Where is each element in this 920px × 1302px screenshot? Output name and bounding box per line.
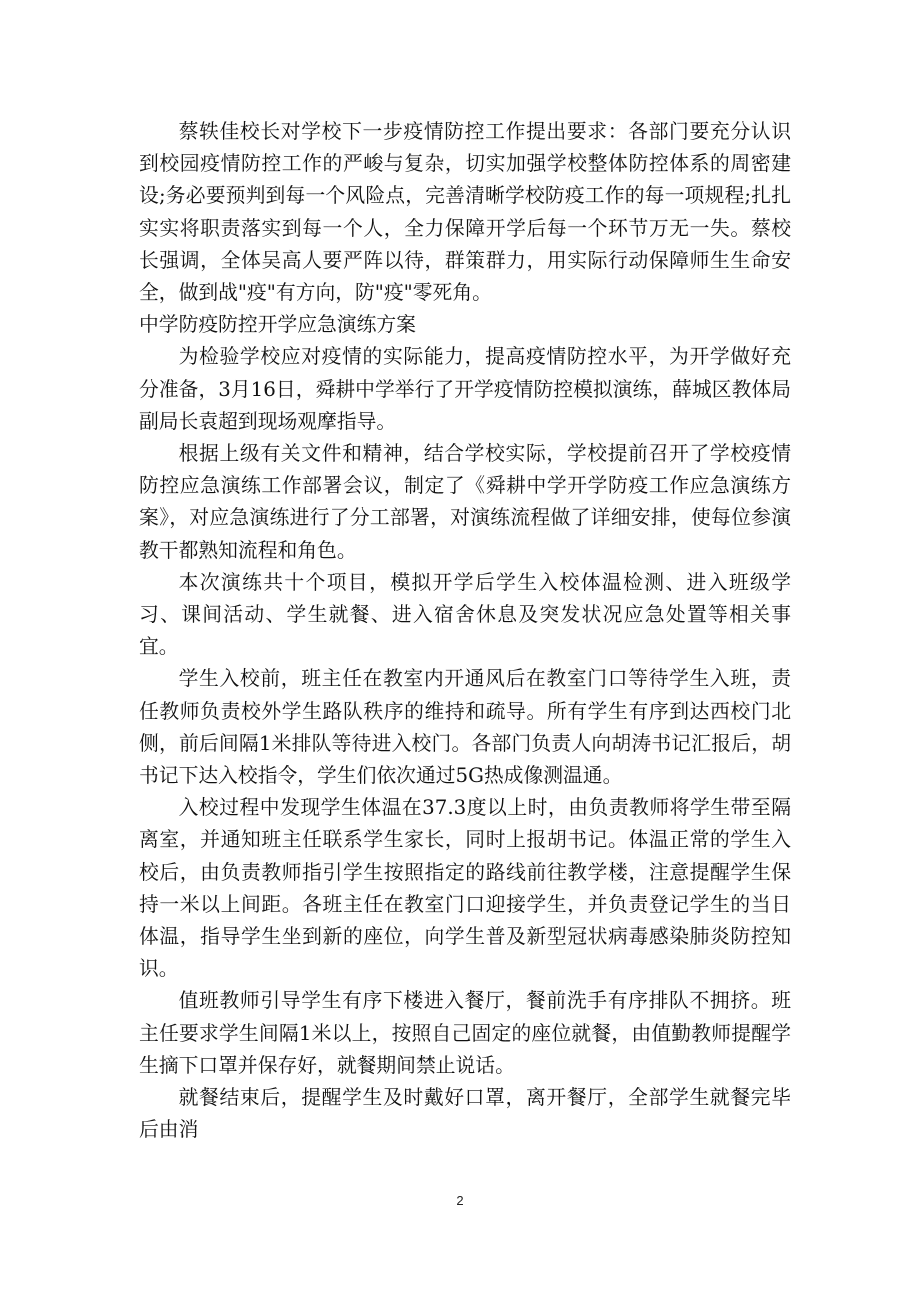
paragraph-drill-planning: 根据上级有关文件和精神，结合学校实际，学校提前召开了学校疫情防控应急演练工作部署会议，制定了《舜耕中学开学防疫工作应急演练方案》，对应急演练进行了分工部署，对演练流程做了详细安排，使每位参演教干都熟知流程和角色。 xyxy=(139,442,791,562)
document-body xyxy=(139,116,791,1147)
paragraph-drill-items: 本次演练共十个项目，模拟开学后学生入校体温检测、进入班级学习、课间活动、学生就餐、进入宿舍休息及突发状况应急处置等相关事宜。 xyxy=(139,570,791,659)
paragraph-drill-intro: 为检验学校应对疫情的实际能力，提高疫情防控水平，为开学做好充分准备，3月16日，舜耕中学举行了开学疫情防控模拟演练，薛城区教体局副局长袁超到现场观摩指导。 xyxy=(139,345,791,433)
paragraph-entry-procedure: 学生入校前，班主任在教室内开通风后在教室门口等待学生入班，责任教师负责校外学生路队秩序的维持和疏导。所有学生有序到达西校门北侧，前后间隔1米排队等待进入校门。各部门负责人向胡涛书记汇报后，胡书记下达入校指令，学生们依次通过5G热成像测温通。 xyxy=(139,667,791,788)
section-heading: 中学防疫防控开学应急演练方案 xyxy=(139,313,416,337)
paragraph-after-dining: 就餐结束后，提醒学生及时戴好口罩，离开餐厅，全部学生就餐完毕后由消 xyxy=(139,1086,791,1142)
paragraph-principal-requirements: 蔡轶佳校长对学校下一步疫情防控工作提出要求：各部门要充分认识到校园疫情防控工作的严峻与复杂，切实加强学校整体防控体系的周密建设;务必要预判到每一个风险点，完善清晰学校防疫工作的每一项规程;扎扎实实将职责落实到每一个人，全力保障开学后每一个环节万无一失。蔡校长强调，全体吴高人要严阵以待，群策群力，用实际行动保障师生生命安全，做到战"疫"有方向，防"疫"零死角。 xyxy=(139,120,791,305)
page-number: 2 xyxy=(456,1193,464,1208)
paragraph-dining: 值班教师引导学生有序下楼进入餐厅，餐前洗手有序排队不拥挤。班主任要求学生间隔1米以上，按照自己固定的座位就餐，由值勤教师提醒学生摘下口罩并保存好，就餐期间禁止说话。 xyxy=(139,989,791,1077)
paragraph-temperature-check: 入校过程中发现学生体温在37.3度以上时，由负责教师将学生带至隔离室，并通知班主任联系学生家长，同时上报胡书记。体温正常的学生入校后，由负责教师指引学生按照指定的路线前往教学楼，注意提醒学生保持一米以上间距。各班主任在教室门口迎接学生，并负责登记学生的当日体温，指导学生坐到新的座位，向学生普及新型冠状病毒感染肺炎防控知识。 xyxy=(139,796,791,981)
